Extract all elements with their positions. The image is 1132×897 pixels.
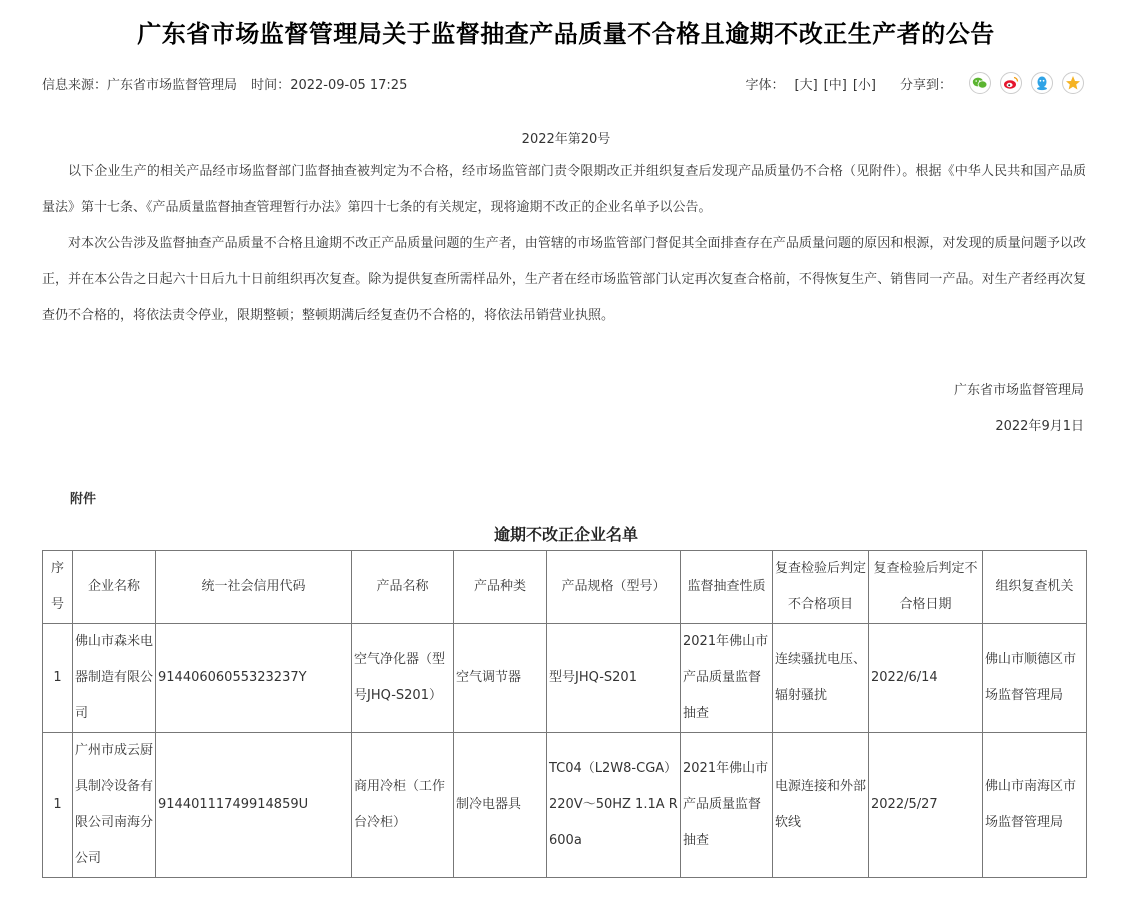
cell-spec: 型号JHQ-S201 xyxy=(547,624,681,733)
cell-index: 1 xyxy=(43,624,73,733)
page-title: 广东省市场监督管理局关于监督抽查产品质量不合格且逾期不改正生产者的公告 xyxy=(137,20,995,48)
cell-credit-code: 91440606055323237Y xyxy=(156,624,352,733)
cell-credit-code: 91440111749914859U xyxy=(156,733,352,878)
cell-company: 广州市成云厨具制冷设备有限公司南海分公司 xyxy=(73,733,156,878)
font-size-label: 字体： xyxy=(745,77,785,93)
header-failed-date: 复查检验后判定不合格日期 xyxy=(869,551,983,624)
cell-index: 1 xyxy=(43,733,73,878)
cell-product-name: 空气净化器（型号JHQ-S201） xyxy=(352,624,454,733)
table-header-row xyxy=(43,551,1087,624)
signature-date: 2022年9月1日 xyxy=(995,419,1084,434)
article-meta xyxy=(42,74,413,93)
header-company: 企业名称 xyxy=(73,551,156,624)
paragraph-2: 对本次公告涉及监督抽查产品质量不合格且逾期不改正产品质量问题的生产者，由管辖的市场监管部门督促其全面排查存在产品质量问题的原因和根源，对发现的质量问题予以改正，并在本公告之日起六十日后九十日前组织再次复查。除为提供复查所需样品外，生产者在经市场监管部门认定再次复查合格前，不得恢复生产、销售同一产品。对生产者经再次复查仍不合格的，将依法责令停业，限期整顿；整顿期满后经复查仍不合格的，将依法吊销营业执照。 xyxy=(42,236,1086,323)
weibo-icon[interactable] xyxy=(1000,72,1022,94)
company-list-table xyxy=(42,550,1087,878)
source-label: 信息来源： xyxy=(42,78,108,93)
header-failed-items: 复查检验后判定不合格项目 xyxy=(773,551,869,624)
cell-product-type: 空气调节器 xyxy=(454,624,547,733)
header-inspection-type: 监督抽查性质 xyxy=(681,551,773,624)
wechat-icon[interactable] xyxy=(969,72,991,94)
attachment-label: 附件 xyxy=(70,492,97,507)
font-medium-button[interactable]: [中] xyxy=(823,77,847,93)
cell-failed-items: 连续骚扰电压、辐射骚扰 xyxy=(773,624,869,733)
share-label: 分享到： xyxy=(899,77,952,93)
table-row xyxy=(43,624,1087,733)
cell-failed-date: 2022/6/14 xyxy=(869,624,983,733)
table-row xyxy=(43,733,1087,878)
cell-inspection-type: 2021年佛山市产品质量监督抽查 xyxy=(681,624,773,733)
source-value: 广东省市场监督管理局 xyxy=(107,78,238,93)
cell-failed-items: 电源连接和外部软线 xyxy=(773,733,869,878)
header-product-type: 产品种类 xyxy=(454,551,547,624)
header-product-name: 产品名称 xyxy=(352,551,454,624)
header-index: 序号 xyxy=(43,551,73,624)
font-large-button[interactable]: [大] xyxy=(794,77,818,93)
cell-failed-date: 2022/5/27 xyxy=(869,733,983,878)
signature-org: 广东省市场监督管理局 xyxy=(953,383,1084,398)
time-value: 2022-09-05 17:25 xyxy=(290,78,408,93)
qq-icon[interactable] xyxy=(1031,72,1053,94)
cell-authority: 佛山市顺德区市场监督管理局 xyxy=(983,624,1087,733)
cell-product-type: 制冷电器具 xyxy=(454,733,547,878)
cell-company: 佛山市森米电器制造有限公司 xyxy=(73,624,156,733)
header-spec: 产品规格（型号） xyxy=(547,551,681,624)
article-tools xyxy=(746,70,1085,96)
document-number: 2022年第20号 xyxy=(521,132,611,147)
cell-product-name: 商用冷柜（工作台冷柜） xyxy=(352,733,454,878)
font-small-button[interactable]: [小] xyxy=(852,77,876,93)
header-credit-code: 统一社会信用代码 xyxy=(156,551,352,624)
header-authority: 组织复查机关 xyxy=(983,551,1087,624)
table-title: 逾期不改正企业名单 xyxy=(493,525,638,544)
cell-spec: TC04（L2W8-CGA）220V～50HZ 1.1A R600a xyxy=(547,733,681,878)
cell-authority: 佛山市南海区市场监督管理局 xyxy=(983,733,1087,878)
paragraph-1: 以下企业生产的相关产品经市场监督部门监督抽查被判定为不合格，经市场监管部门责令限期改正并组织复查后发现产品质量仍不合格（见附件）。根据《中华人民共和国产品质量法》第十七条、《产品质量监督抽查管理暂行办法》第四十七条的有关规定，现将逾期不改正的企业名单予以公告。 xyxy=(42,164,1086,215)
qzone-icon[interactable] xyxy=(1062,72,1084,94)
time-label: 时间： xyxy=(251,78,291,93)
cell-inspection-type: 2021年佛山市产品质量监督抽查 xyxy=(681,733,773,878)
